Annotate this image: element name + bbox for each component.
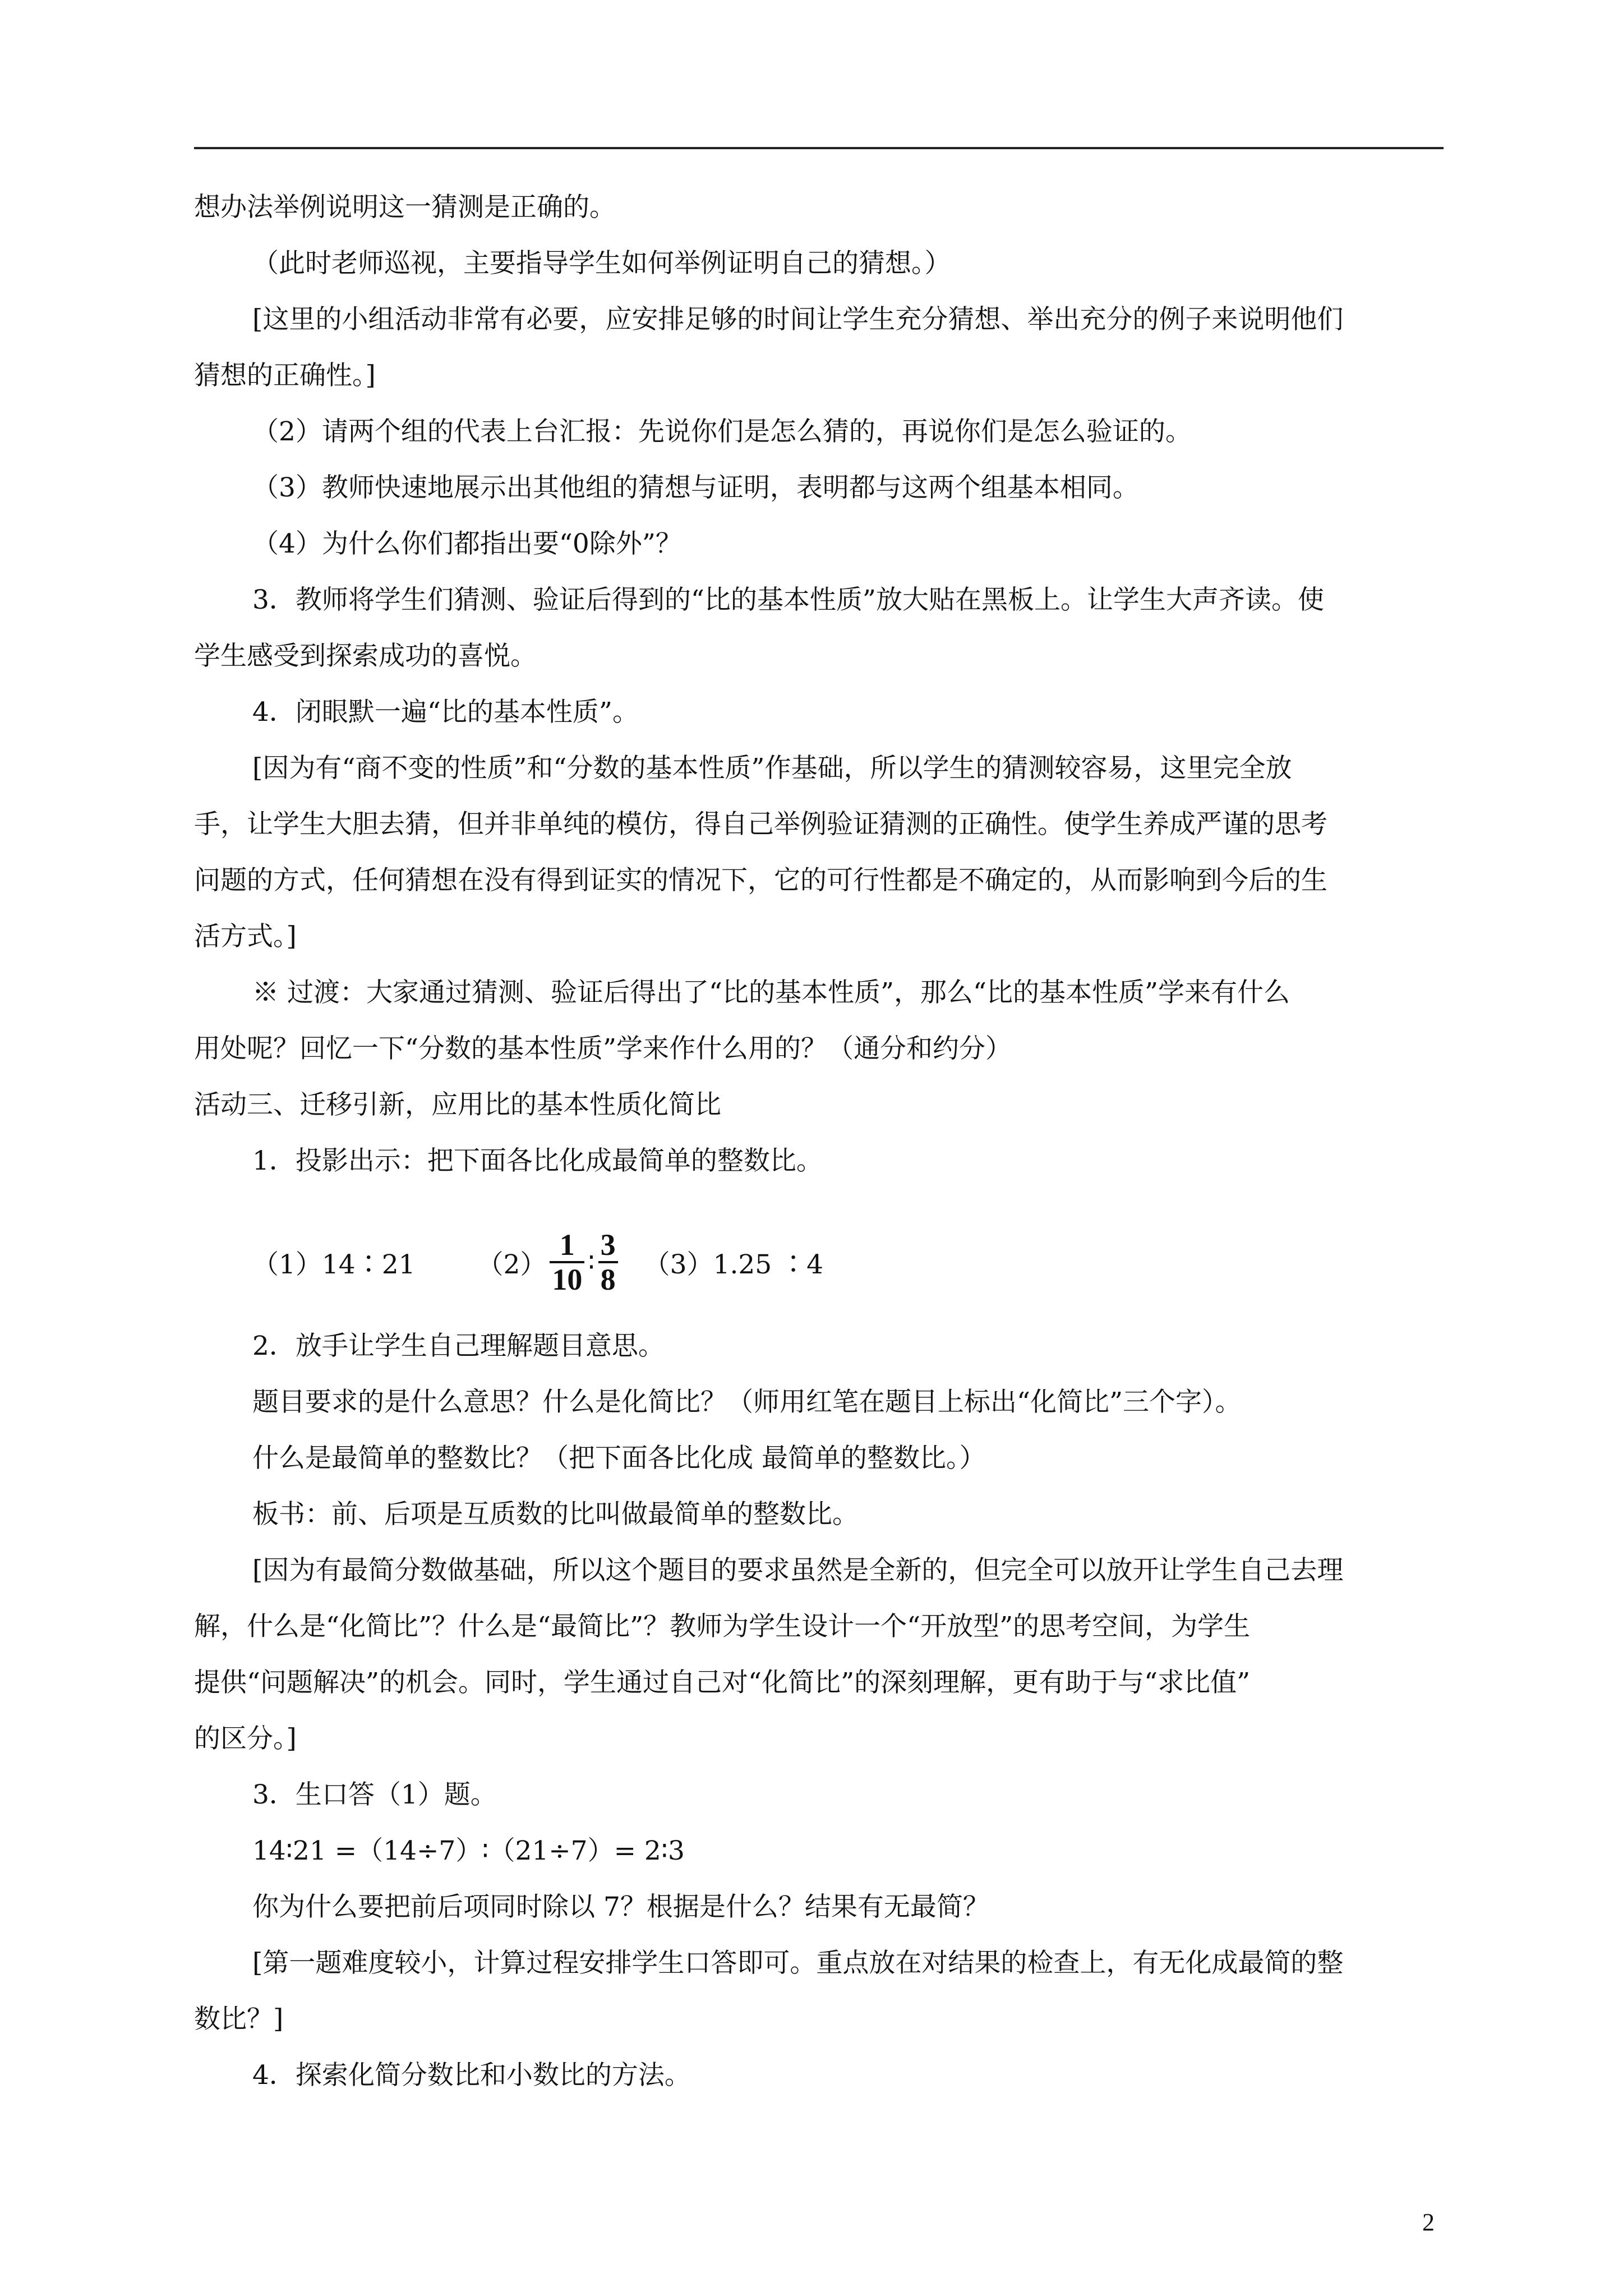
text-line: 4．探索化简分数比和小数比的方法。 — [252, 2060, 691, 2091]
text-line: 1．投影出示：把下面各比化成最简单的整数比。 — [252, 1145, 823, 1176]
text-line: 3．生口答（1）题。 — [252, 1779, 497, 1810]
fraction-three-eighths — [598, 1228, 618, 1296]
text-line: 什么是最简单的整数比？（把下面各比化成 最简单的整数比。） — [252, 1443, 986, 1474]
text-line: 提供“问题解决”的机会。同时，学生通过自己对“化简比”的深刻理解，更有助于与“求比值” — [194, 1667, 1251, 1698]
text-line: （2）请两个组的代表上台汇报：先说你们是怎么猜的，再说你们是怎么验证的。 — [252, 416, 1192, 447]
ratio-colon: ∶ — [588, 1246, 595, 1278]
text-line: [第一题难度较小，计算过程安排学生口答即可。重点放在对结果的检查上，有无化成最简的整 — [252, 1948, 1344, 1978]
text-line: 2．放手让学生自己理解题目意思。 — [252, 1331, 665, 1361]
section-heading: 活动三、迁移引新，应用比的基本性质化简比 — [194, 1089, 721, 1120]
text-line: （4）为什么你们都指出要“0除外”？ — [252, 528, 682, 559]
text-line: 数比？] — [194, 2004, 284, 2035]
text-line: （此时老师巡视，主要指导学生如何举例证明自己的猜想。） — [252, 248, 951, 279]
text-line: 题目要求的是什么意思？什么是化简比？（师用红笔在题目上标出“化简比”三个字）。 — [252, 1387, 1242, 1418]
text-line: 学生感受到探索成功的喜悦。 — [194, 641, 537, 671]
text-line: [因为有“商不变的性质”和“分数的基本性质”作基础，所以学生的猜测较容易，这里完全放 — [252, 753, 1292, 784]
text-line: 猜想的正确性。] — [194, 360, 376, 391]
text-line: 的区分。] — [194, 1723, 297, 1754]
exercise-1: （1）14∶21 — [252, 1249, 416, 1280]
text-line: ※ 过渡：大家通过猜测、验证后得出了“比的基本性质”，那么“比的基本性质”学来有什么 — [252, 977, 1290, 1008]
text-line: 板书：前、后项是互质数的比叫做最简单的整数比。 — [252, 1499, 859, 1530]
fraction-one-tenth — [550, 1228, 584, 1296]
text-line: 解，什么是“化简比”？什么是“最简比”？教师为学生设计一个“开放型”的思考空间，为学生 — [194, 1611, 1251, 1642]
text-line: [这里的小组活动非常有必要，应安排足够的时间让学生充分猜想、举出充分的例子来说明他们 — [252, 304, 1344, 335]
text-line: 手，让学生大胆去猜，但并非单纯的模仿，得自己举例验证猜测的正确性。使学生养成严谨的思考 — [194, 809, 1327, 840]
header-rule — [194, 147, 1444, 149]
text-line: 活方式。] — [194, 921, 297, 952]
text-line: 4．闭眼默一遍“比的基本性质”。 — [252, 697, 639, 728]
equation-line: 14∶21 =（14÷7）∶（21÷7）= 2∶3 — [252, 1835, 685, 1866]
exercise-2-label: （2） — [477, 1249, 547, 1280]
ratio-exercises — [252, 1206, 823, 1318]
text-line: 3．教师将学生们猜测、验证后得到的“比的基本性质”放大贴在黑板上。让学生大声齐读。使 — [252, 585, 1324, 615]
fraction-denominator: 10 — [552, 1263, 583, 1296]
fraction-numerator: 3 — [598, 1228, 618, 1263]
fraction-denominator: 8 — [600, 1263, 616, 1296]
text-line: （3）教师快速地展示出其他组的猜想与证明，表明都与这两个组基本相同。 — [252, 472, 1139, 503]
page-number: 2 — [1422, 2208, 1435, 2236]
text-line: 问题的方式，任何猜想在没有得到证实的情况下，它的可行性都是不确定的，从而影响到今后的生 — [194, 865, 1327, 896]
text-line: 用处呢？回忆一下“分数的基本性质”学来作什么用的？（通分和约分） — [194, 1033, 1012, 1064]
text-line: [因为有最简分数做基础，所以这个题目的要求虽然是全新的，但完全可以放开让学生自己去理 — [252, 1555, 1344, 1586]
exercise-3: （3）1.25 ∶4 — [643, 1249, 824, 1280]
text-line: 想办法举例说明这一猜测是正确的。 — [194, 192, 616, 223]
fraction-numerator: 1 — [550, 1228, 584, 1263]
text-line: 你为什么要把前后项同时除以 7？根据是什么？结果有无最简？ — [252, 1892, 989, 1922]
